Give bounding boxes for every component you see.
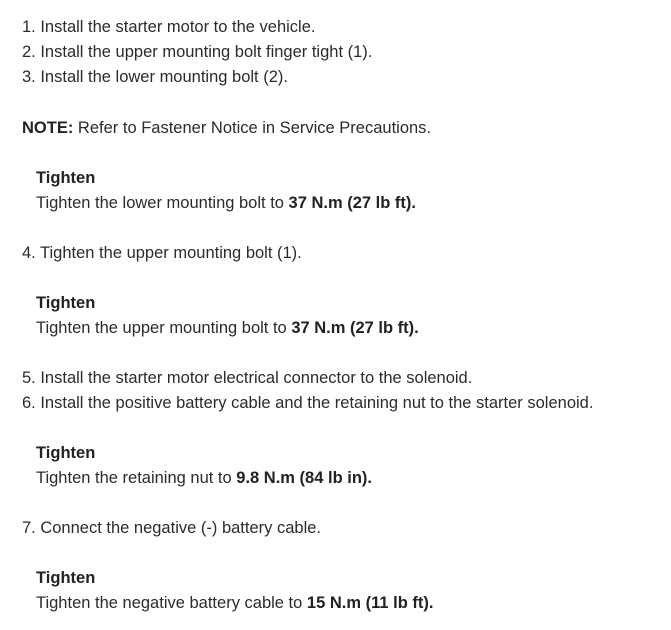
tighten-spec-2 xyxy=(36,316,419,341)
tighten-spec-3 xyxy=(36,466,372,491)
tighten-heading-3: Tighten xyxy=(36,444,96,462)
step-6: 6. Install the positive battery cable and the retaining nut to the starter solenoid. xyxy=(22,394,594,412)
torque-value-2: 37 N.m (27 lb ft). xyxy=(291,319,419,337)
step-5: 5. Install the starter motor electrical connector to the solenoid. xyxy=(22,369,473,387)
step-2: 2. Install the upper mounting bolt finger tight (1). xyxy=(22,43,373,61)
tighten-heading-1: Tighten xyxy=(36,169,96,187)
tighten-text-1: Tighten the lower mounting bolt to xyxy=(36,194,289,212)
tighten-heading-4: Tighten xyxy=(36,569,96,587)
note-label: NOTE: xyxy=(22,119,74,137)
step-7: 7. Connect the negative (-) battery cable. xyxy=(22,519,321,537)
note xyxy=(22,116,431,141)
tighten-text-2: Tighten the upper mounting bolt to xyxy=(36,319,292,337)
step-3: 3. Install the lower mounting bolt (2). xyxy=(22,68,288,86)
tighten-heading-2: Tighten xyxy=(36,294,96,312)
tighten-text-3: Tighten the retaining nut to xyxy=(36,469,237,487)
tighten-spec-4 xyxy=(36,591,433,616)
step-1: 1. Install the starter motor to the vehicle. xyxy=(22,18,316,36)
tighten-text-4: Tighten the negative battery cable to xyxy=(36,594,307,612)
note-text: Refer to Fastener Notice in Service Precautions. xyxy=(73,119,432,137)
tighten-spec-1 xyxy=(36,191,416,216)
torque-value-1: 37 N.m (27 lb ft). xyxy=(288,194,416,212)
torque-value-4: 15 N.m (11 lb ft). xyxy=(306,594,434,612)
step-4: 4. Tighten the upper mounting bolt (1). xyxy=(22,244,302,262)
torque-value-3: 9.8 N.m (84 lb in). xyxy=(236,469,372,487)
